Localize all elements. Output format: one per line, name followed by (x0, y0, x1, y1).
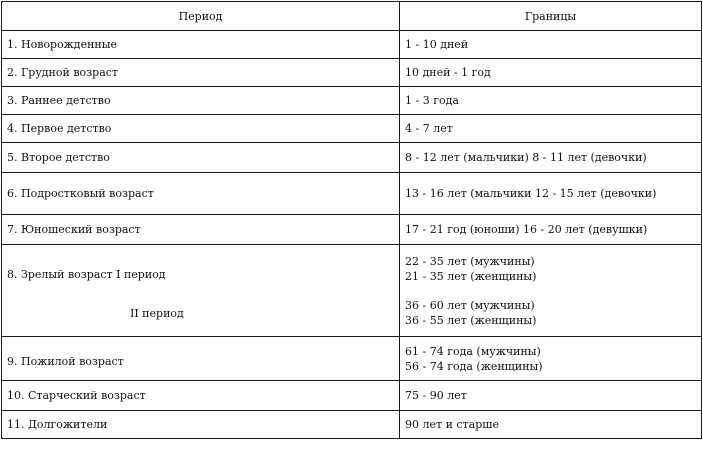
range-cell: 13 - 16 лет (мальчики 12 - 15 лет (девочки) (400, 173, 702, 215)
period-cell (2, 245, 400, 337)
table-row (2, 381, 702, 411)
header-range: Границы (400, 2, 702, 31)
range-cell (400, 337, 702, 381)
table-row (2, 143, 702, 173)
table-row (2, 31, 702, 59)
age-periods-table (1, 1, 702, 439)
range-cell: 10 дней - 1 год (400, 59, 702, 87)
table-row (2, 115, 702, 143)
range-cell (400, 245, 702, 337)
table-row (2, 173, 702, 215)
period-cell: 6. Подростковый возраст (2, 173, 400, 215)
range-cell: 75 - 90 лет (400, 381, 702, 411)
period-label: 9. Пожилой возраст (7, 355, 124, 368)
period-cell: 1. Новорожденные (2, 31, 400, 59)
period-cell: 2. Грудной возраст (2, 59, 400, 87)
header-period: Период (2, 2, 400, 31)
period-cell: 5. Второе детство (2, 143, 400, 173)
range-line: 22 - 35 лет (мужчины) (405, 254, 535, 268)
period-cell: 11. Долгожители (2, 411, 400, 439)
range-cell: 90 лет и старше (400, 411, 702, 439)
period-cell (2, 337, 400, 381)
period-cell: 4. Первое детство (2, 115, 400, 143)
table-row (2, 59, 702, 87)
period-cell: 7. Юношеский возраст (2, 215, 400, 245)
table-row (2, 337, 702, 381)
range-line: 56 - 74 года (женщины) (405, 359, 543, 373)
range-cell: 4 - 7 лет (400, 115, 702, 143)
range-line: 61 - 74 года (мужчины) (405, 344, 541, 358)
range-cell: 8 - 12 лет (мальчики) 8 - 11 лет (девочки) (400, 143, 702, 173)
period-cell: 10. Старческий возраст (2, 381, 400, 411)
table-row (2, 87, 702, 115)
table-row (2, 245, 702, 337)
period-label: 8. Зрелый возраст I период (7, 267, 166, 281)
period-cell: 3. Раннее детство (2, 87, 400, 115)
range-line: 36 - 60 лет (мужчины) (405, 298, 535, 312)
range-line: 36 - 55 лет (женщины) (405, 313, 537, 327)
table-header-row (2, 2, 702, 31)
sub-period-label: II период (130, 306, 184, 320)
range-cell: 1 - 10 дней (400, 31, 702, 59)
range-line: 21 - 35 лет (женщины) (405, 269, 537, 283)
table-row (2, 411, 702, 439)
range-gap (405, 284, 701, 298)
table-row (2, 215, 702, 245)
range-cell: 1 - 3 года (400, 87, 702, 115)
range-cell: 17 - 21 год (юноши) 16 - 20 лет (девушки) (400, 215, 702, 245)
